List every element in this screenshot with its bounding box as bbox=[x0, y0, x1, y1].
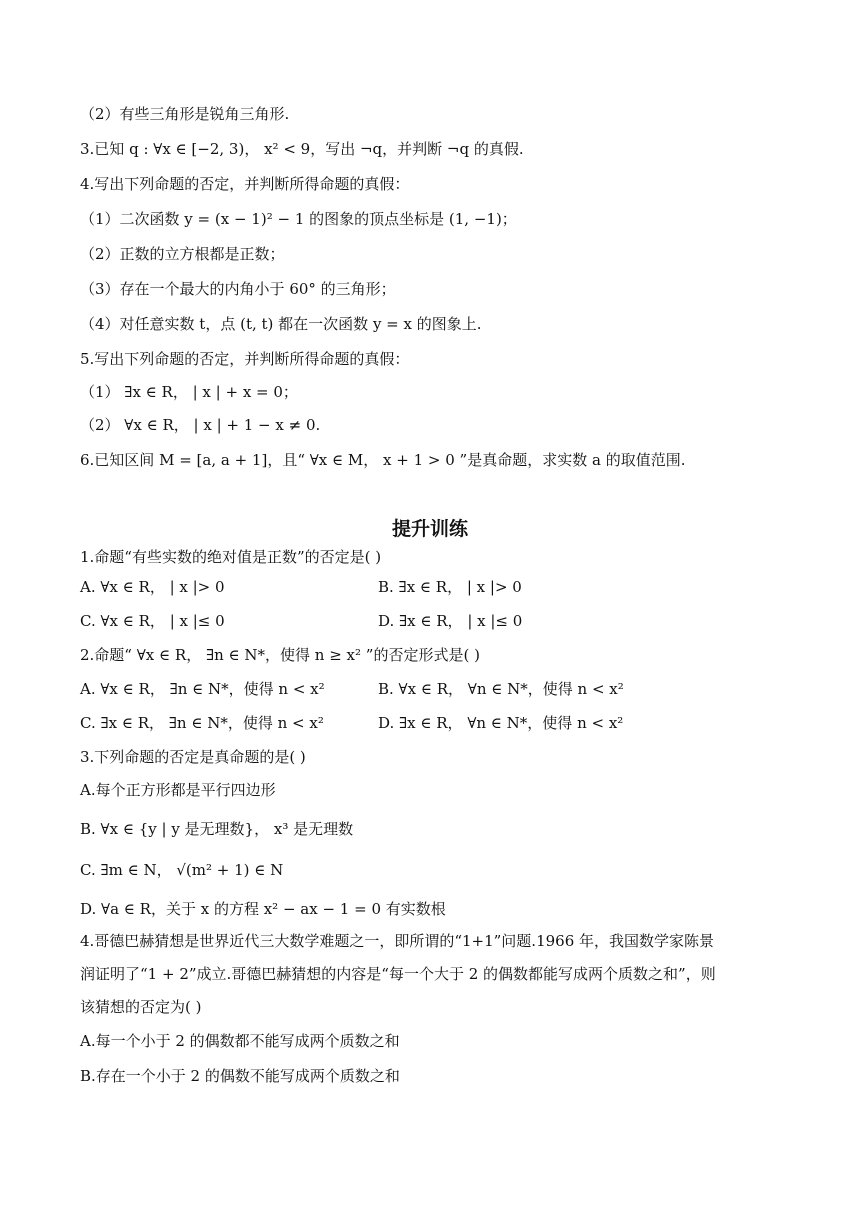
option-d: D. ∀a ∈ R，关于 x 的方程 x² − ax − 1 = 0 有实数根 bbox=[80, 900, 446, 918]
option-c: C. ∀x ∈ R， | x |≤ 0 bbox=[80, 612, 225, 630]
question-stem: 该猜想的否定为( ) bbox=[80, 998, 202, 1016]
question-stem: 4.哥德巴赫猜想是世界近代三大数学难题之一，即所谓的“1+1”问题.1966 年，我国数学家陈景 bbox=[80, 932, 715, 950]
question-stem: 1.命题“有些实数的绝对值是正数”的否定是( ) bbox=[80, 548, 382, 566]
text-line: （1） ∃x ∈ R， | x | + x = 0； bbox=[80, 383, 298, 401]
option-a: A. ∀x ∈ R， ∃n ∈ N*，使得 n < x² bbox=[80, 680, 325, 698]
text-line: （2） ∀x ∈ R， | x | + 1 − x ≠ 0. bbox=[80, 416, 321, 434]
question-stem: 3.下列命题的否定是真命题的是( ) bbox=[80, 748, 306, 766]
option-c: C. ∃x ∈ R， ∃n ∈ N*，使得 n < x² bbox=[80, 714, 324, 732]
option-a: A.每一个小于 2 的偶数都不能写成两个质数之和 bbox=[80, 1032, 400, 1050]
text-line: （4）对任意实数 t，点 (t, t) 都在一次函数 y = x 的图象上. bbox=[80, 315, 482, 333]
text-line: 3.已知 q : ∀x ∈ [−2, 3)， x² < 9，写出 ¬q，并判断 ¬q 的真假. bbox=[80, 140, 524, 158]
option-b: B.存在一个小于 2 的偶数不能写成两个质数之和 bbox=[80, 1067, 400, 1085]
text-line: 6.已知区间 M = [a, a + 1]，且“ ∀x ∈ M， x + 1 > 0 ”是真命题，求实数 a 的取值范围. bbox=[80, 451, 686, 469]
option-a: A. ∀x ∈ R， | x |> 0 bbox=[80, 578, 225, 596]
question-stem: 2.命题“ ∀x ∈ R， ∃n ∈ N*，使得 n ≥ x² ”的否定形式是( ) bbox=[80, 646, 480, 664]
text-line: （2）正数的立方根都是正数； bbox=[80, 245, 285, 263]
option-d: D. ∃x ∈ R， | x |≤ 0 bbox=[378, 612, 523, 630]
question-stem: 润证明了“1 + 2”成立.哥德巴赫猜想的内容是“每一个大于 2 的偶数都能写成两个质数之和”，则 bbox=[80, 965, 716, 983]
text-line: 5.写出下列命题的否定，并判断所得命题的真假： bbox=[80, 350, 410, 368]
option-d: D. ∃x ∈ R， ∀n ∈ N*，使得 n < x² bbox=[378, 714, 624, 732]
text-line: （2）有些三角形是锐角三角形. bbox=[80, 105, 290, 123]
option-a: A.每个正方形都是平行四边形 bbox=[80, 781, 276, 799]
text-line: 4.写出下列命题的否定，并判断所得命题的真假： bbox=[80, 175, 410, 193]
option-c: C. ∃m ∈ N， √(m² + 1) ∈ N bbox=[80, 861, 284, 879]
option-b: B. ∃x ∈ R， | x |> 0 bbox=[378, 578, 522, 596]
option-b: B. ∀x ∈ R， ∀n ∈ N*，使得 n < x² bbox=[378, 680, 624, 698]
text-line: （3）存在一个最大的内角小于 60° 的三角形； bbox=[80, 280, 396, 298]
option-b: B. ∀x ∈ {y | y 是无理数}， x³ 是无理数 bbox=[80, 820, 354, 838]
text-line: （1）二次函数 y = (x − 1)² − 1 的图象的顶点坐标是 (1, −1)； bbox=[80, 210, 517, 228]
section-title: 提升训练 bbox=[391, 518, 468, 540]
